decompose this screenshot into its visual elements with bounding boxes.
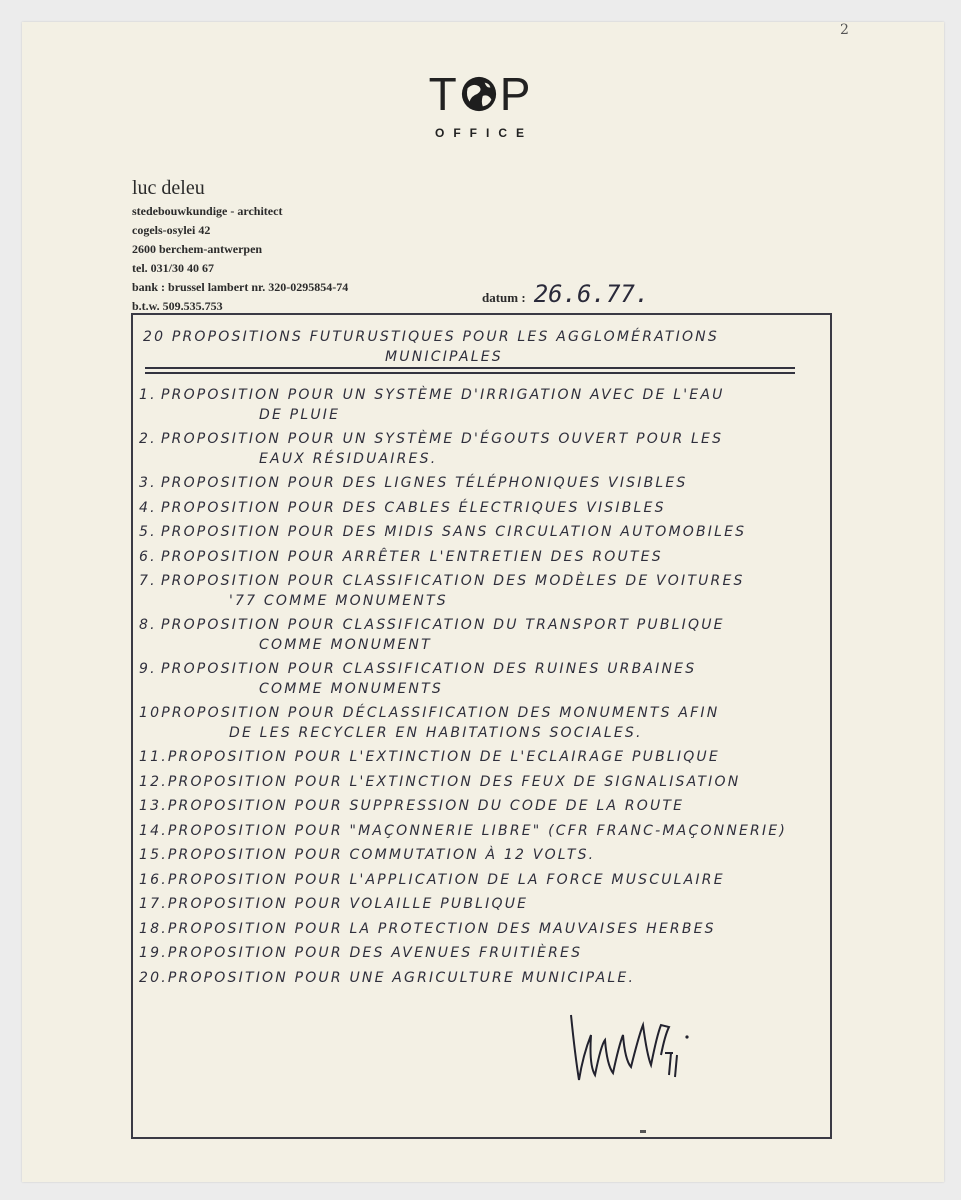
title-underline-1 xyxy=(145,367,795,369)
proposal-item xyxy=(139,473,829,493)
proposal-text: PROPOSITION POUR DÉCLASSIFICATION DES MONUMENTS AFIN xyxy=(161,705,720,721)
proposal-item xyxy=(139,943,829,963)
proposal-number: 11. xyxy=(139,749,168,765)
proposal-number: 13. xyxy=(139,798,168,814)
proposal-number: 12. xyxy=(139,773,168,790)
proposal-text: PROPOSITION POUR SUPPRESSION DU CODE DE LA ROUTE xyxy=(167,798,685,814)
sender-city: 2600 berchem-antwerpen xyxy=(132,242,263,256)
proposal-item xyxy=(139,571,829,611)
date-value: 26.6.77. xyxy=(533,280,650,308)
proposal-number: 15. xyxy=(139,847,168,863)
proposal-text: PROPOSITION POUR DES AVENUES FRUITIÈRES xyxy=(167,945,583,961)
document-title-line1: 20 PROPOSITIONS FUTURUSTIQUES POUR LES AGGLOMÉRATIONS xyxy=(143,329,719,345)
logo-word xyxy=(410,70,550,118)
proposal-number: 19. xyxy=(139,945,168,961)
sender-bank: bank : brussel lambert nr. 320-0295854-74 xyxy=(132,280,349,294)
proposals-box xyxy=(131,313,832,1139)
proposal-item xyxy=(139,547,829,567)
document-title xyxy=(143,327,803,367)
proposal-continuation: DE PLUIE xyxy=(259,407,341,423)
top-office-logo xyxy=(410,70,550,140)
proposal-number: 7. xyxy=(139,573,157,589)
proposal-number: 16. xyxy=(139,871,168,888)
proposal-number: 8. xyxy=(139,617,157,633)
letterhead xyxy=(132,176,348,316)
date-field xyxy=(482,280,649,308)
proposal-number: 6. xyxy=(139,548,157,565)
proposal-text: PROPOSITION POUR CLASSIFICATION DU TRANSPORT PUBLIQUE xyxy=(161,617,725,633)
proposal-number: 9. xyxy=(139,661,157,677)
proposal-number: 18. xyxy=(139,920,168,937)
logo-subtitle: OFFICE xyxy=(435,126,533,140)
proposal-number: 3. xyxy=(139,475,157,491)
proposal-item xyxy=(139,522,829,542)
proposal-item xyxy=(139,385,829,425)
logo-letter-p: P xyxy=(499,68,532,120)
proposal-continuation: COMME MONUMENTS xyxy=(259,681,443,697)
proposal-number: 4. xyxy=(139,499,157,516)
proposal-text: PROPOSITION POUR DES LIGNES TÉLÉPHONIQUES VISIBLES xyxy=(161,475,688,491)
proposal-item xyxy=(139,703,829,743)
proposal-text: PROPOSITION POUR L'APPLICATION DE LA FORCE MUSCULAIRE xyxy=(167,871,725,888)
handwritten-signature xyxy=(561,995,711,1095)
proposal-text: PROPOSITION POUR "MAÇONNERIE LIBRE" (CFR FRANC-MAÇONNERIE) xyxy=(167,822,788,839)
proposal-text: PROPOSITION POUR DES MIDIS SANS CIRCULATION AUTOMOBILES xyxy=(161,524,747,540)
proposal-continuation: '77 COMME MONUMENTS xyxy=(229,593,448,609)
proposal-item xyxy=(139,919,829,939)
proposal-item xyxy=(139,772,829,792)
proposal-item xyxy=(139,894,829,914)
date-label: datum : xyxy=(482,290,526,305)
proposal-item xyxy=(139,821,829,841)
proposal-continuation: COMME MONUMENT xyxy=(259,637,432,653)
proposal-number: 10 xyxy=(139,705,162,721)
proposal-number: 2. xyxy=(139,431,157,447)
page-number-mark: 2 xyxy=(840,22,849,38)
globe-icon xyxy=(460,75,498,113)
proposal-text: PROPOSITION POUR UN SYSTÈME D'IRRIGATION AVEC DE L'EAU xyxy=(161,387,725,403)
document-title-line2: MUNICIPALES xyxy=(385,349,503,365)
proposal-item xyxy=(139,870,829,890)
proposal-item xyxy=(139,615,829,655)
proposal-item xyxy=(139,747,829,767)
proposal-number: 14. xyxy=(139,822,168,839)
fold-mark xyxy=(640,1130,646,1133)
sender-profession: stedebouwkundige - architect xyxy=(132,204,283,218)
proposal-text: PROPOSITION POUR CLASSIFICATION DES MODÈLES DE VOITURES xyxy=(161,573,745,589)
proposal-continuation: DE LES RECYCLER EN HABITATIONS SOCIALES. xyxy=(229,725,643,741)
proposal-item xyxy=(139,968,829,988)
proposal-text: PROPOSITION POUR UN SYSTÈME D'ÉGOUTS OUVERT POUR LES xyxy=(161,431,724,447)
title-underline-2 xyxy=(145,372,795,374)
logo-letter-t: T xyxy=(428,68,458,120)
proposal-item xyxy=(139,796,829,816)
sender-phone: tel. 031/30 40 67 xyxy=(132,261,214,275)
proposal-text: PROPOSITION POUR L'EXTINCTION DE L'ECLAIRAGE PUBLIQUE xyxy=(167,749,720,765)
proposal-item xyxy=(139,845,829,865)
sender-name: luc deleu xyxy=(132,177,205,199)
proposal-text: PROPOSITION POUR DES CABLES ÉLECTRIQUES VISIBLES xyxy=(161,499,666,516)
proposal-text: PROPOSITION POUR CLASSIFICATION DES RUINES URBAINES xyxy=(161,661,697,677)
sender-vat: b.t.w. 509.535.753 xyxy=(132,299,223,313)
proposal-item xyxy=(139,498,829,518)
proposal-number: 1. xyxy=(139,387,157,403)
proposal-number: 20. xyxy=(139,969,168,986)
proposal-number: 5. xyxy=(139,524,157,540)
proposal-item xyxy=(139,429,829,469)
proposal-text: PROPOSITION POUR VOLAILLE PUBLIQUE xyxy=(167,896,529,912)
proposal-item xyxy=(139,659,829,699)
proposal-text: PROPOSITION POUR L'EXTINCTION DES FEUX DE SIGNALISATION xyxy=(167,773,741,790)
proposal-text: PROPOSITION POUR ARRÊTER L'ENTRETIEN DES ROUTES xyxy=(161,548,663,565)
proposal-text: PROPOSITION POUR UNE AGRICULTURE MUNICIPALE. xyxy=(167,969,636,986)
proposal-text: PROPOSITION POUR COMMUTATION À 12 VOLTS. xyxy=(167,847,596,863)
proposal-number: 17. xyxy=(139,896,168,912)
proposal-continuation: EAUX RÉSIDUAIRES. xyxy=(259,451,438,467)
proposal-text: PROPOSITION POUR LA PROTECTION DES MAUVAISES HERBES xyxy=(167,920,716,937)
sender-street: cogels-osylei 42 xyxy=(132,223,211,237)
